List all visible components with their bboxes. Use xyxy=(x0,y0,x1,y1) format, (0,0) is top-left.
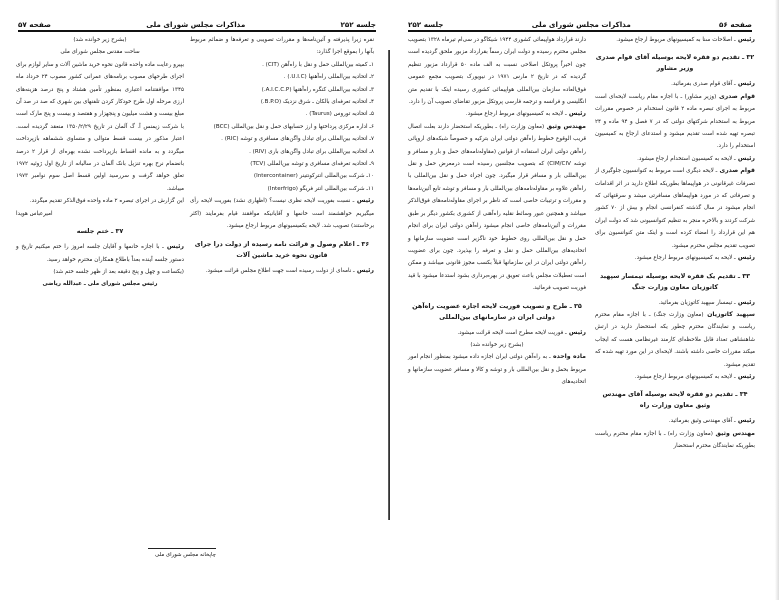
footer-rule xyxy=(148,548,216,549)
section-title: ۳۷ ـ ختم جلسه xyxy=(76,227,124,236)
speech-text: ـ اصلاحات سنا به کمیسیونهای مربوط ارجاع میشود. xyxy=(616,37,736,43)
speaker-name: ماده واحده xyxy=(550,353,586,361)
section-title: ۳۶ ـ اعلام وصول و قرائت نامه رسیده از دولت درا جرای قانون نحوه خرید ماشین آلات xyxy=(194,239,370,259)
page-edge xyxy=(775,0,779,600)
speaker-name: مهندس وثیق xyxy=(544,122,587,130)
speaker-name: رئیس xyxy=(566,328,586,336)
list-item: ۲ـ اتحادیه بین‌المللی راه‌آهنها (U.I.C.) . xyxy=(283,74,374,81)
centered-note: رئیس مجلس شورای ملی ـ عبدالله ریاضی xyxy=(42,281,158,288)
list-item: ۵ـ اتحادیه توروس (Taurus) . xyxy=(305,111,374,118)
speech-text: ـ با اجازه خانمها و آقایان جلسه امروز را ختم میکنیم تاریخ و دستور جلسه آینده بعداً باطلاع همکاران محترم خواهد رسید. xyxy=(16,244,184,263)
session-label: جلسه ۲۵۲ xyxy=(408,20,444,29)
speech-text: ـ به راه‌آهن دولتی ایران اجازه داده میشود بمنظور انجام امور مربوط بحمل و نقل بین‌المللی بار و توشه و کالا و مسافر عضویت سازمانها و اتحادیه‌های xyxy=(408,354,586,386)
speaker-name: مهندس وثیق xyxy=(712,429,755,437)
speaker-name: رئیس xyxy=(735,254,755,262)
printer-name: چاپخانه مجلس شورای ملی xyxy=(155,552,216,558)
body-paragraph: دارند قرارداد هواپیمائی کشوری ۱۹۴۴ شیکاگو در سی‌ام تیرماه ۱۳۲۸ بتصویب مجلس محترم رسیده و دولت ایران رسماً بقرارداد مزبور ملحق گردیده است چون اخیراً پروتکل اصلاحی نسبت به الف ماده ۵۰ قرارداد مزبور تنظیم گردیده که در تاریخ ۲ مارس ۱۹۷۱ در نیویورک بتصویب مجمع عمومی فوق‌العاده سازمان بین‌المللی هواپیمائی کشوری رسیده اینک با تقدیم متن انگلیسی و فرانسه و ترجمه فارسی پروتکل مزبور تقاضای تصویب آن را دارد. xyxy=(408,37,587,106)
speech-text: ـ آقای قوام صدری بفرمائید. xyxy=(671,81,736,88)
speaker-name: رئیس xyxy=(354,266,374,274)
speaker-name: سپهبد کاتوزیان xyxy=(703,310,755,318)
speech-paragraph xyxy=(595,153,755,165)
speech-text: ـ لایحه به کمیسیونهای مربوط ارجاع میشود. xyxy=(465,111,567,118)
speaker-name: رئیس xyxy=(735,154,755,162)
speech-paragraph xyxy=(190,265,374,277)
speaker-name: رئیس xyxy=(735,298,755,306)
speech-paragraph xyxy=(595,78,755,90)
body-paragraph: این گزارش در اجرای تبصره ۲ ماده واحده فوق‌الذکر تقدیم میگردد. xyxy=(29,198,184,205)
speech-paragraph xyxy=(595,309,755,371)
left-page-right-column xyxy=(190,34,374,277)
list-item: ۱۰ـ شرکت بین‌المللی انترکونتینر (Intercontainer) xyxy=(253,173,374,180)
centered-note: (بشرح زیر خوانده شد) xyxy=(73,37,127,43)
speech-text: (معاون وزارت راه) ـ با اجازه مقام محترم ریاست بطوریکه نمایندگان محترم استحضار xyxy=(595,430,755,450)
speaker-name: رئیس xyxy=(735,36,755,43)
speech-text: ـ لایحه دیگری است مربوط به کنوانسیون جلوگیری از تصرفات غیرقانونی در هواپیماها بطوریکه اطلاع دارید در اثر اقدامات و تصرفاتی که در مورد هواپیماهای مسافرتی میشد و سرقتهائی که انجام میشود در سال گذشته کنفرانسی انجام و بیش از ۷۰ کشور شرکت کردند و بالاخره منجر به تنظیم کنوانسیونی شد که دولت ایران هم این قرارداد را امضاء کرده است و اینک متن کنوانسیون برای تصویب تقدیم مجلس محترم میشود. xyxy=(595,168,755,249)
section-title: ۳۳ ـ تقدیم یک فقره لایحه بوسیله تیمسار سپهبد کاتوزیان معاون وزارت جنگ xyxy=(599,271,751,291)
list-item: ۱۱ـ شرکت بین‌المللی انتر فریگو (Interfrigo) xyxy=(267,185,374,192)
speech-text: ـ لایحه به کمیسیونهای مربوط ارجاع میشود. xyxy=(634,255,736,262)
body-paragraph: (یکساعت و چهل و پنج دقیقه بعد از ظهر جلسه ختم شد) xyxy=(53,268,184,275)
speech-paragraph xyxy=(595,91,755,153)
right-page xyxy=(390,0,779,600)
right-page-left-column xyxy=(408,34,586,389)
header-rule xyxy=(18,30,376,32)
page-number: صفحه ۵۶ xyxy=(719,20,752,29)
speech-text: (معاون وزارت راه) ـ بطوریکه استحضار دارند بعلت اتصال قریب الوقوع خطوط راه‌آهن دولتی ایران بترکیه و خصوصاً شبکه‌های اروپائی راه‌آهن دولتی ایران استفاده از قوانین (مقاوله‌نامه‌های حمل و بار و مسافر و توشه CIM/CIV) که بتصویب مجلسین رسیده است درمعرض حمل و نقل بین‌المللی بار و مسافر قرار میگیرد. چون اجراء حمل و نقل بین‌المللی با راه‌آهن علاوه بر مقاوله‌نامه‌های بین‌المللی بار و مسافر و توشه تابع آئین‌نامه‌ها و مقررات و ترتیبات خاصی است که ناظر بر اجرای مقاوله‌نامه‌های فوق‌الذکر میباشد و همچنین عبور وسائط نقلیه راه‌آهنی از کشوری بکشور دیگر بر طبق مقررات و آئین‌نامه‌های خاصی انجام میشود راه‌آهن دولتی ایران برای انجام حمل و نقل بین‌المللی روی خطوط خود ناگزیر است عضویت سازمانها و اتحادیه‌های بین‌المللی حمل و نقل و تعرفه را بپذیرد. چون برای عضویت راه‌آهن دولتی ایران در این سازمانها قبلاً بکسب مجوز قانونی میباشد و ممکن است تعطیلات مجلس باعث تعویق در بهره‌برداری بشود استدعا میشود با قید فوریت تصویب فرمائید. xyxy=(408,123,586,292)
section-title: ۳۴ ـ تقدیم دو فقره لایحه بوسیله آقای مهندس وثیق معاون وزارت راه xyxy=(602,390,748,410)
speaker-name: رئیس xyxy=(735,417,755,425)
right-page-header xyxy=(408,17,752,29)
speech-paragraph xyxy=(595,428,755,453)
running-title: مذاکرات مجلس شورای ملی xyxy=(146,20,246,29)
printer-footer xyxy=(148,548,216,558)
speech-paragraph xyxy=(595,371,755,383)
speaker-name: رئیس xyxy=(354,197,374,205)
speech-paragraph xyxy=(595,415,755,427)
list-item: ۸ـ اتحادیه بین‌المللی برای تبادل واگن‌های باری (RIV) . xyxy=(249,148,374,155)
section-title: ۳۲ ـ تقدیم دو فقره لایحه بوسیله آقای قوام صدری وزیر مشاور xyxy=(595,53,755,73)
speech-text: ـ لایحه به کمیسیونهای مربوط ارجاع میشود. xyxy=(634,373,736,380)
list-item: ۹ـ اتحادیه تعرفه‌ای مسافری و توشه بین‌المللی (TCV) xyxy=(250,161,374,168)
speech-paragraph xyxy=(408,108,586,120)
speech-text: ـ نسبت بفوریت لایحه نظری نیست؟ (اظهاری نشد) بفوریت لایحه رأی میگیریم خواهشمند است خانمها و آقایانیکه موافقند قیام بفرمایند (اکثر برخاستند) تصویب شد. لایحه بکمیسیونهای مربوط ارجاع میشود. xyxy=(190,198,374,230)
speech-paragraph xyxy=(408,351,586,388)
header-rule xyxy=(408,30,752,32)
list-item: ۱ـ کمیته بین‌المللی حمل و نقل با راه‌آهن (CIT) . xyxy=(262,61,374,68)
speech-paragraph xyxy=(595,165,755,252)
speech-text: ـ تیمسار سپهبد کاتوزیان بفرمائید. xyxy=(658,299,736,306)
running-title: مذاکرات مجلس شورای ملی xyxy=(531,20,631,29)
body-paragraph: نفره زیرا پذیرفته و آئین‌نامه‌ها و مقررات تصویبی و تعرفه‌ها و ضمائم مربوط بآنها را بموقع اجرا گذارد: xyxy=(190,37,374,56)
speaker-name: قوام صدری xyxy=(717,167,755,175)
list-item: ۶ـ اداره مرکزی پرداختها و ارز حسابهای حمل و نقل بین‌المللی (BCC) xyxy=(213,123,374,130)
list-item: ۷ـ اتحادیه بین‌المللی برای تبادل واگن‌های مسافری و توشه (RIC) . xyxy=(221,136,374,143)
speech-text: ـ فوریت لایحه مطرح است لایحه قرائت میشود. xyxy=(457,329,567,336)
speech-text: (وزیر مشاور) ـ با اجازه مقام ریاست لایحه‌ای است مربوط به اجرای تبصره ماده ۲ قانون استخدام در خصوص مقررات مربوط به استخدام شرکتهای دولتی که در ۷ فصل و ۹۴ ماده و ۲۴ تبصره تهیه شده است تقدیم میشود و استدعای ارجاع به کمیسیون استخدام را دارد. xyxy=(595,93,756,150)
speech-text: ـ نامه‌ای از دولت رسیده است جهت اطلاع مجلس قرائت میشود. xyxy=(205,267,355,274)
page-number: صفحه ۵۷ xyxy=(18,20,51,29)
speech-paragraph xyxy=(16,241,184,266)
speaker-name: رئیس xyxy=(735,372,755,380)
speech-paragraph xyxy=(595,252,755,264)
list-item: ۳ـ اتحادیه بین‌المللی کنگره راه‌آهنها (A.I.C.C.P.) xyxy=(261,86,374,93)
speech-text: ـ آقای مهندس وثیق بفرمائید. xyxy=(668,418,736,425)
speaker-name: رئیس xyxy=(735,80,755,88)
centered-note: ساحت مقدس مجلس شورای ملی xyxy=(60,49,140,56)
speech-paragraph xyxy=(190,195,374,232)
session-label: جلسه ۲۵۲ xyxy=(340,20,376,29)
centered-note: (بشرح زیر خوانده شد) xyxy=(470,341,524,348)
list-item: ۴ـ اتحادیه تعرفه‌ای بالکان ـ شرق نزدیک (B.P.O.) xyxy=(260,99,374,106)
speech-text: (معاون وزارت جنگ) ـ با اجازه مقام محترم ریاست و نمایندگان محترم چطور یکه استحضار دارید در ارتش شاهنشاهی تعداد قابل ملاحظه‌ای کارمند غیرنظامی هست که ایجاب میکند مقررات خاصی داشته باشند. لایحه‌ای در این مورد تهیه شده که تقدیم میشود. xyxy=(595,311,755,368)
left-page-left-column xyxy=(16,34,184,291)
speech-text: ـ لایحه به کمیسیون استخدام ارجاع میشود. xyxy=(637,155,736,162)
speaker-name: رئیس xyxy=(163,243,184,251)
signature: امیرعباس هویدا xyxy=(16,210,53,217)
speaker-name: رئیس xyxy=(566,110,586,118)
section-title: ۳۵ ـ طرح و تصویب فوریت لایحه اجازه عضویت راه‌آهن دولتی ایران در سازمانهای بین‌المللی xyxy=(412,301,582,321)
speaker-name: قوام صدری xyxy=(716,92,755,100)
left-page xyxy=(0,0,389,600)
speech-paragraph xyxy=(595,297,755,309)
speech-paragraph xyxy=(408,121,586,295)
left-page-header xyxy=(18,17,376,29)
speech-paragraph xyxy=(595,34,755,46)
right-page-right-column xyxy=(595,34,755,453)
speech-paragraph xyxy=(408,327,586,339)
body-paragraph: بپیرو رعایت ماده واحده قانون نحوه خرید ماشین آلات و سایر لوازم برای اجرای طرحهای مصوب برنامه‌های عمرانی کشور مصوب ۲۴ خرداد ماه ۱۳۴۵ موافقتنامه اعتباری بمنظور تأمین هشتاد و پنج درصد هزینه‌های ارزی مرحله اول طرح خودکار کردن تلفنهای بین شهری که صد در صد آن مبلغ بیست و هشت میلیون و پنجهزار و هفتصد و بیست و پنج مارک است با شرکت زیمنس آ. گ آلمان در تاریخ ۱۳۵۰/۲/۲۹ منعقد گردیده است. اعتبار مذکور در بیست قسط متوالی و متساوی ششماهه بازپرداخت میگردد و به مانده اقساط بازپرداخت نشده بهره‌ای از قرار ۲ درصد بانضمام نرخ بهره تنزیل بانک آلمان در سالیانه از تاریخ اول ژوئیه ۱۹۷۲ تعلق خواهد گرفت و سررسید اولین قسط اصل سوم نوامبر ۱۹۷۳ میباشد. xyxy=(16,61,184,192)
